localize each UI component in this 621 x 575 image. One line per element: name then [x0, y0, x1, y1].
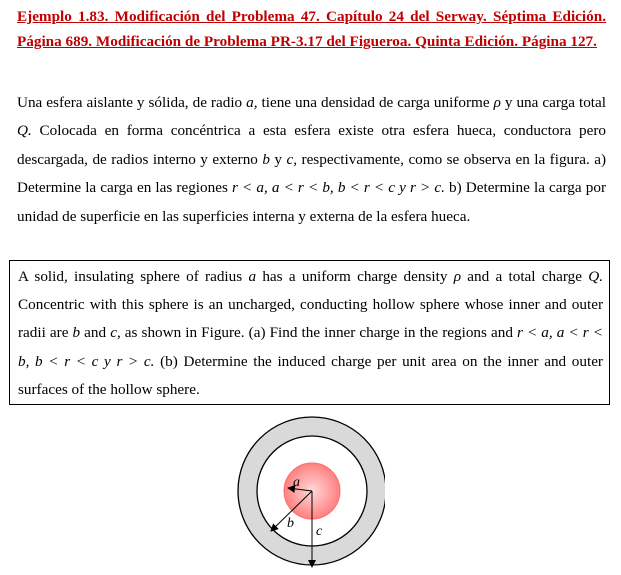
text-run: has a uniform charge density — [256, 268, 454, 285]
text-run: y una carga total — [500, 94, 606, 111]
math-q: Q. — [17, 122, 32, 140]
text-run: , respectivamente, como se observa en la figura. a) Determine la carga en las regiones — [17, 150, 606, 197]
math-rho: ρ — [453, 268, 461, 285]
text-run: , as shown in Figure. (a) Find the inner charge in the regions and — [116, 324, 517, 342]
math-c: c — [286, 150, 294, 168]
text-run: Concentric with this sphere is an uncharged, conducting hollow sphere whose inner and outer radii are — [18, 296, 603, 342]
english-translation-box — [9, 260, 610, 405]
text-run: Colocada en forma concéntrica a esta esfera existe otra esfera hueca, conductora pero descargada, de radios interno y externo — [17, 122, 606, 168]
math-c: c — [110, 324, 117, 342]
math-q: Q. — [588, 268, 604, 285]
text-run: and a total charge — [461, 268, 589, 285]
math-regions: r < a, a < r < b, b < r < c y r > c. — [231, 179, 445, 197]
text-run: (b) Determine the induced charge per unit area on the inner and outer surfaces of the hollow sphere. — [18, 352, 603, 398]
example-heading: Ejemplo 1.83. Modificación del Problema 47. Capítulo 24 del Serway. Séptima Edición. Página 689. Modificación de Problema PR-3.17 del Figueroa. Quinta Edición. Página 127. — [17, 8, 606, 50]
math-a: a, — [246, 94, 258, 111]
label-b: b — [287, 516, 294, 531]
label-c: c — [316, 524, 323, 539]
math-regions: r < a, a < r < b, b < r < c y r > c. — [18, 324, 603, 370]
math-a: a — [248, 268, 257, 285]
text-run: tiene una densidad de carga uniforme — [257, 94, 494, 111]
math-b: b — [72, 324, 81, 342]
math-rho: ρ — [493, 94, 501, 111]
text-run: A solid, insulating sphere of radius — [18, 268, 249, 285]
concentric-spheres-figure — [235, 412, 385, 572]
text-run: y — [269, 150, 287, 168]
text-run: Una esfera aislante y sólida, de radio — [17, 94, 247, 111]
spanish-problem-text — [17, 89, 606, 231]
text-run: and — [80, 324, 111, 342]
label-a: a — [293, 475, 300, 490]
english-problem-text — [18, 263, 603, 404]
text-run: b) Determine la carga por unidad de superficie en las superficies interna y externa de la esfera hueca. — [17, 179, 606, 225]
math-b: b — [262, 150, 270, 168]
